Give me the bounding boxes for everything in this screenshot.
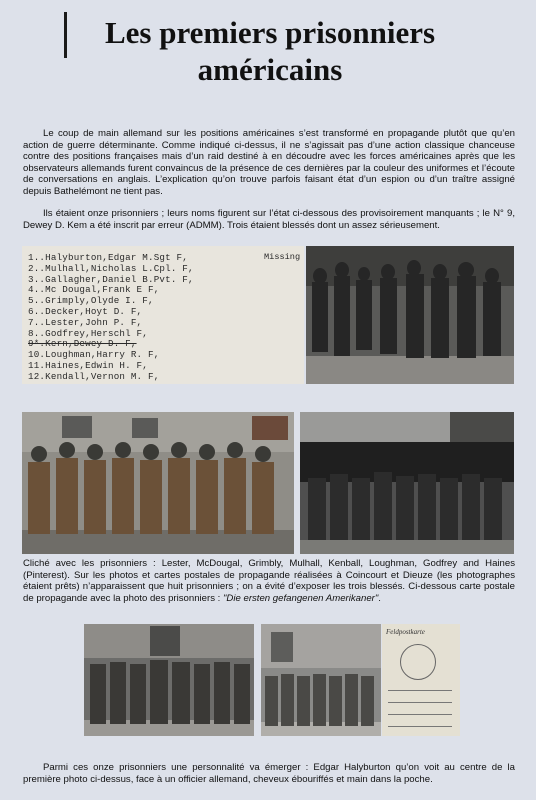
roster-line: 4..Mc Dougal,Frank E F, [28,284,160,296]
caption-paragraph [23,558,515,604]
photo-propaganda-prisoners [84,624,254,736]
roster-line: 1..Halyburton,Edgar M.Sgt F, [28,252,188,263]
caption-text: Cliché avec les prisonniers : Lester, McDougal, Grimbly, Mulhall, Kenball, Loughman, Godfrey and Haines (Pinterest). Sur les photos et cartes postales de propagande réalisées à Coincourt et Dieuze (les photographes étaient prêts) n’apparaissent que huit prisonniers ; on a évité d’exposer les trois blessés. Ci-dessous carte postale de propagande avec la photo des prisonniers : [23,558,515,604]
postcard-line [388,714,452,715]
photo-crowd-of-soldiers [300,412,514,554]
roster-line: 12.Kendall,Vernon M. F, [28,370,160,382]
page-title-line-2: américains [197,52,343,87]
photo-prisoners-in-street [261,624,381,736]
missing-roster-document [22,246,304,384]
roster-status-missing: Missing [264,252,301,262]
page-title-line-1: Les premiers prisonniers [104,15,436,50]
photo-officer-with-prisoners [306,246,514,384]
roster-line: 8..Godfrey,Herschl F, [28,327,148,339]
roster-line: 6..Decker,Hoyt D. F, [28,306,143,317]
page-title [60,14,480,88]
roster-line: 7..Lester,John P. F, [28,316,143,328]
intro-paragraph: Le coup de main allemand sur les positions américaines s’est transformé en propagande plutôt que qu’en action de guerre déterminante. Comme indiqué ci-dessus, il ne s’agissait pas d’une action classique chanceuse contre des positions françaises mais d’un raid destiné à en découdre avec les forces américaines après que les observateurs allemands furent convaincus de la présence de ces dernières par la couleur des uniformes et l’écoute de conversations en anglais. L’explication qu’on trouve parfois faisant état d’un espion ou d’un traître assigné depuis Bathelémont ne tient pas. [23,128,515,197]
propaganda-postcard [382,624,460,736]
photo-colorized-prisoners [22,412,294,554]
postcard-header: Feldpostkarte [386,628,425,636]
roster-line: 3..Gallagher,Daniel B.Pvt. F, [28,273,194,285]
caption-quote: "Die ersten gefangenen Amerikaner" [223,592,379,604]
roster-line: 9*.Kern,Dewey D. F, [28,338,137,350]
caption-end: . [378,592,381,604]
postcard-line [388,726,452,727]
roster-line: 10.Loughman,Harry R. F, [28,349,160,361]
prisoners-paragraph: Ils étaient onze prisonniers ; leurs noms figurent sur l’état ci-dessous des provisoirement manquants ; le N° 9, Dewey D. Kem a été inscrit par erreur (ADMM). Trois étaient blessés dont un assez sérieusement. [23,208,515,231]
roster-line: 2..Mulhall,Nicholas L.Cpl. F, [28,262,194,274]
postcard-line [388,702,452,703]
halyburton-paragraph: Parmi ces onze prisonniers une personnalité va émerger : Edgar Halyburton qu’on voit au centre de la première photo ci-dessus, face à un officier allemand, cheveux ébouriffés et main dans la poche. [23,762,515,785]
roster-line: 5..Grimply,Olyde I. F, [28,295,154,307]
postmark-stamp-icon [400,644,436,680]
roster-line: 11.Haines,Edwin H. F, [28,360,148,371]
postcard-line [388,690,452,691]
